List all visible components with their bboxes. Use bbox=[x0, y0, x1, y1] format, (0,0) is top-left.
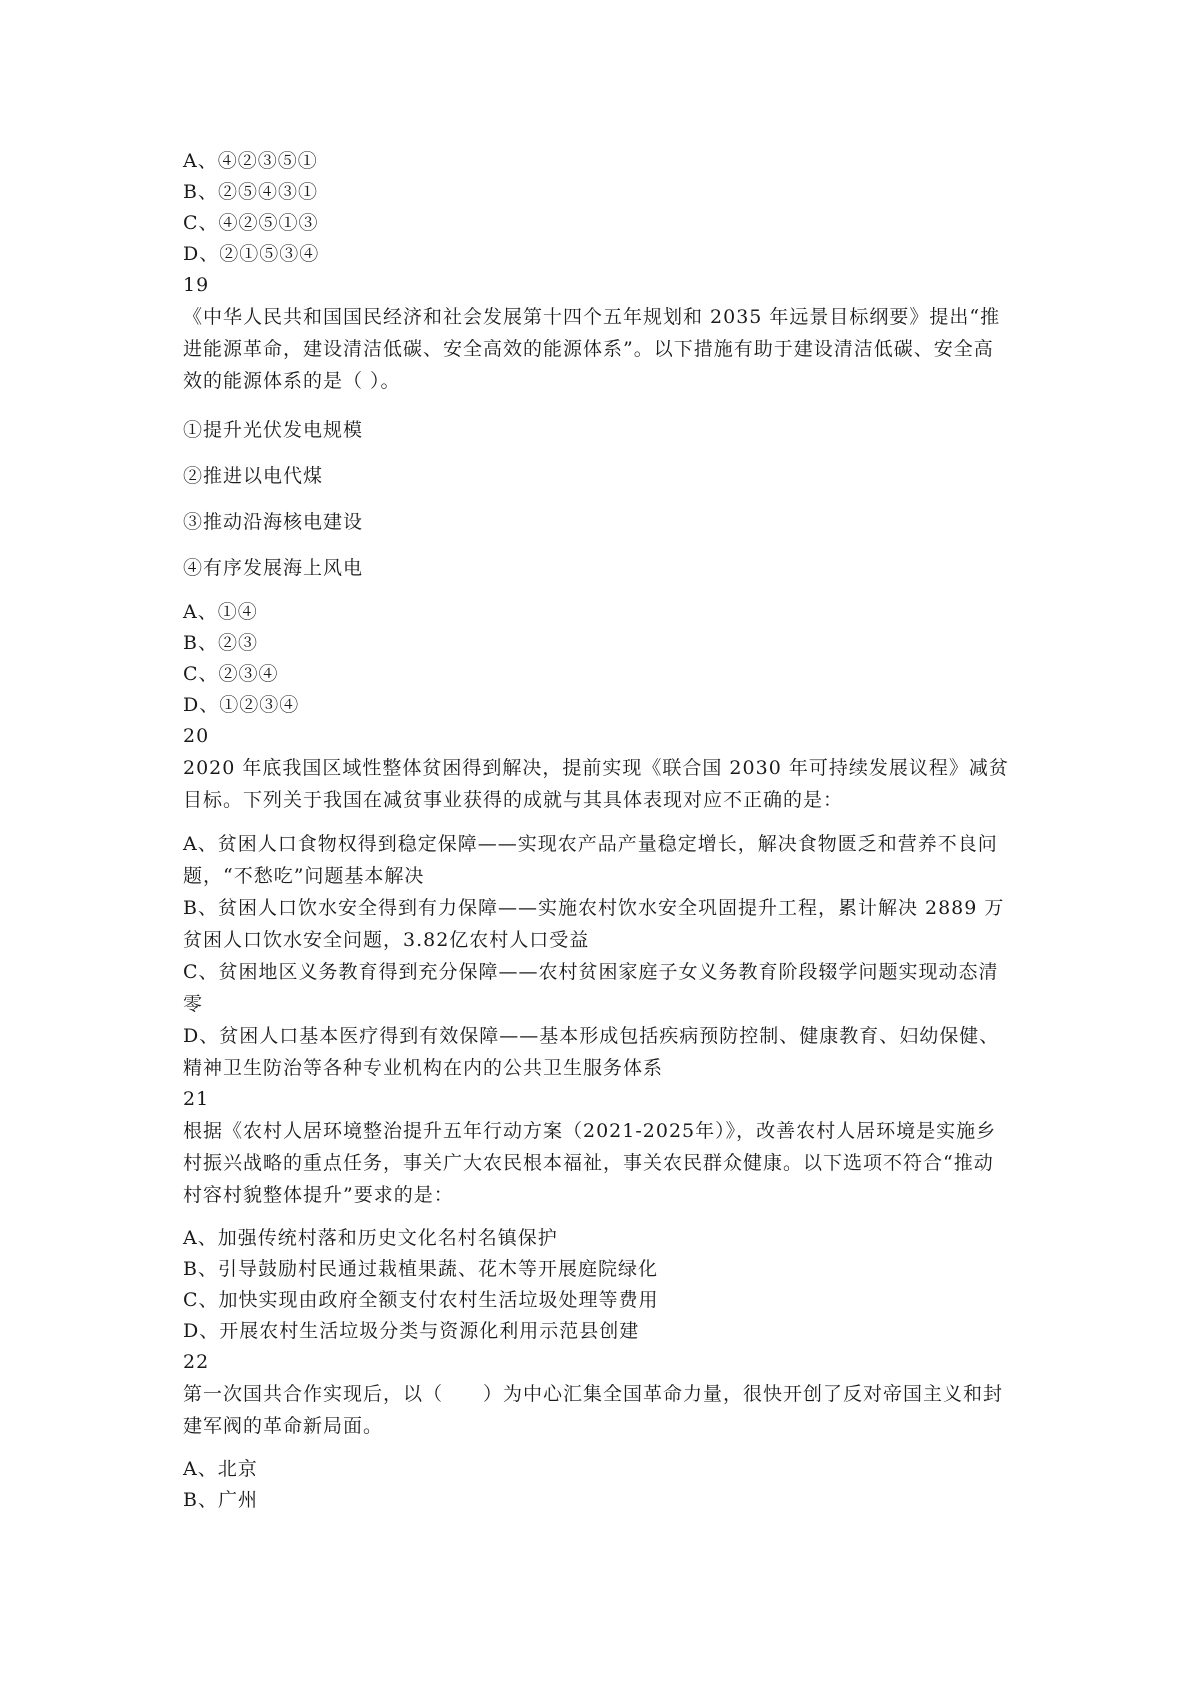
option-a: A、北京 bbox=[183, 1458, 258, 1480]
option-d: D、①②③④ bbox=[183, 694, 300, 716]
question-19-options bbox=[183, 597, 1013, 721]
option-a: A、①④ bbox=[183, 601, 258, 623]
question-20-options bbox=[183, 828, 1013, 1084]
question-21-options bbox=[183, 1223, 1013, 1347]
question-22-options bbox=[183, 1454, 1013, 1516]
statement-2: ②推进以电代煤 bbox=[183, 465, 324, 487]
option-c: C、加快实现由政府全额支付农村生活垃圾处理等费用 bbox=[183, 1289, 659, 1311]
option-c: C、②③④ bbox=[183, 663, 279, 685]
question-19-statements bbox=[183, 415, 1013, 583]
statement-3: ③推动沿海核电建设 bbox=[183, 511, 364, 533]
statement-4: ④有序发展海上风电 bbox=[183, 557, 364, 579]
option-b: B、②③ bbox=[183, 632, 258, 654]
option-a: A、贫困人口食物权得到稳定保障——实现农产品产量稳定增长，解决食物匮乏和营养不良问题，“不愁吃”问题基本解决 bbox=[183, 833, 998, 887]
option-b: B、②⑤④③① bbox=[183, 181, 318, 203]
question-number: 22 bbox=[183, 1351, 210, 1373]
statement-1: ①提升光伏发电规模 bbox=[183, 419, 364, 441]
option-d: D、②①⑤③④ bbox=[183, 243, 320, 265]
option-c: C、贫困地区义务教育得到充分保障——农村贫困家庭子女义务教育阶段辍学问题实现动态清零 bbox=[183, 961, 999, 1015]
option-a: A、加强传统村落和历史文化名村名镇保护 bbox=[183, 1227, 558, 1249]
question-stem: 《中华人民共和国国民经济和社会发展第十四个五年规划和 2035 年远景目标纲要》提出“推进能源革命，建设清洁低碳、安全高效的能源体系”。以下措施有助于建设清洁低碳、安全高效的能源体系的是（ ）。 bbox=[183, 306, 1001, 392]
question-18-options bbox=[183, 146, 1013, 270]
question-stem: 2020 年底我国区域性整体贫困得到解决，提前实现《联合国 2030 年可持续发展议程》减贫目标。下列关于我国在减贫事业获得的成就与其具体表现对应不正确的是： bbox=[183, 757, 1009, 811]
question-stem: 根据《农村人居环境整治提升五年行动方案（2021-2025年）》，改善农村人居环境是实施乡村振兴战略的重点任务，事关广大农民根本福祉，事关农民群众健康。以下选项不符合“推动村容村貌整体提升”要求的是： bbox=[183, 1120, 997, 1206]
question-number: 19 bbox=[183, 274, 210, 296]
option-b: B、贫困人口饮水安全得到有力保障——实施农村饮水安全巩固提升工程，累计解决 2889 万贫困人口饮水安全问题，3.82亿农村人口受益 bbox=[183, 897, 1005, 951]
option-b: B、引导鼓励村民通过栽植果蔬、花木等开展庭院绿化 bbox=[183, 1258, 658, 1280]
question-number: 21 bbox=[183, 1088, 210, 1110]
question-stem: 第一次国共合作实现后，以（ ）为中心汇集全国革命力量，很快开创了反对帝国主义和封建军阀的革命新局面。 bbox=[183, 1383, 1004, 1437]
option-b: B、广州 bbox=[183, 1489, 258, 1511]
option-d: D、贫困人口基本医疗得到有效保障——基本形成包括疾病预防控制、健康教育、妇幼保健、精神卫生防治等各种专业机构在内的公共卫生服务体系 bbox=[183, 1025, 1000, 1079]
option-c: C、④②⑤①③ bbox=[183, 212, 319, 234]
document-page bbox=[183, 146, 1013, 1516]
question-number: 20 bbox=[183, 725, 210, 747]
option-d: D、开展农村生活垃圾分类与资源化利用示范县创建 bbox=[183, 1320, 640, 1342]
option-a: A、④②③⑤① bbox=[183, 150, 318, 172]
